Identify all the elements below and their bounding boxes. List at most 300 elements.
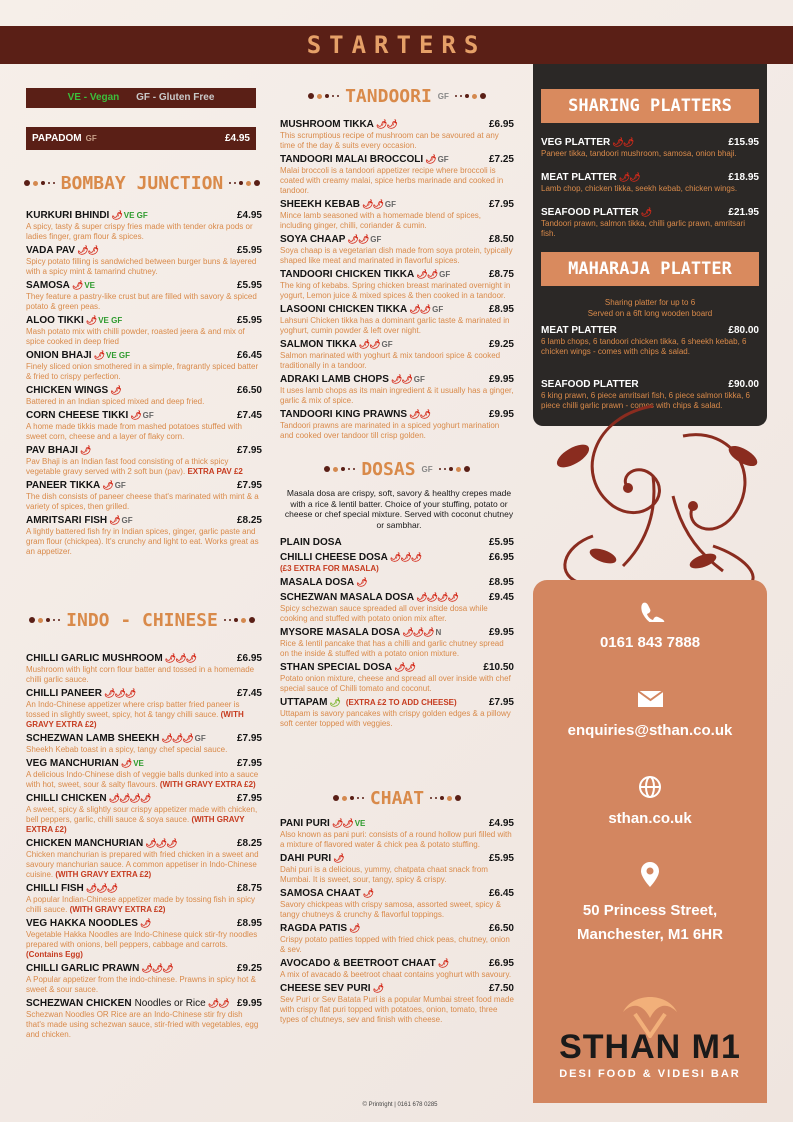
item-description <box>26 930 262 960</box>
item-description <box>280 674 514 694</box>
menu-item <box>280 233 514 266</box>
item-desc-text: Vegetable Hakka Noodles are Indo-Chinese quick stir-fry noodles prepared with onions, bell peppers, cabbage and carrots. <box>26 930 258 949</box>
item-description <box>26 745 262 755</box>
diet-tag: GF <box>121 516 133 525</box>
item-row <box>26 792 262 805</box>
item-name: LASOONI CHICKEN TIKKA <box>280 304 408 315</box>
chili-icon: 🌶 <box>356 577 367 587</box>
email-address[interactable]: enquiries@sthan.co.uk <box>567 722 733 739</box>
item-desc-text: Finely sliced onion smothered in a simple, fragrantly spiced batter & fried to crispy perfection. <box>26 362 259 381</box>
item-description <box>26 292 262 312</box>
item-name: PAV BHAJI <box>26 445 78 456</box>
item-desc-text: Schezwan Noodles OR Rice are an Indo-Chinese stir fry dish that's made using schezwan sauce, stir-fried with vegetables, egg and chicken. <box>26 1010 259 1039</box>
item-desc-text: Rice & lentil pancake that has a chilli and garlic chutney spread on the inside & stuffed with a potato onion mixture. <box>280 639 504 658</box>
menu-item <box>26 409 262 442</box>
chili-icon: 🌶 <box>102 480 113 490</box>
item-name: VADA PAV <box>26 245 76 256</box>
item-price: £5.95 <box>488 853 514 864</box>
item-title <box>280 982 383 995</box>
item-title <box>26 732 206 745</box>
item-title <box>26 882 117 895</box>
item-title <box>541 206 651 219</box>
item-row <box>280 118 514 131</box>
item-row <box>26 757 262 770</box>
item-title <box>280 817 365 830</box>
item-name: CHICKEN WINGS <box>26 385 109 396</box>
item-title <box>26 279 95 292</box>
item-description <box>26 492 262 512</box>
item-price: £8.25 <box>236 515 262 526</box>
item-name: SCHEZWAN CHICKEN <box>26 998 132 1009</box>
item-price: £9.95 <box>488 409 514 420</box>
paisley-ornament <box>533 396 773 586</box>
item-price: £7.95 <box>236 733 262 744</box>
item-row <box>280 408 514 421</box>
item-title <box>280 303 443 316</box>
item-title <box>26 917 150 930</box>
item-title <box>280 661 415 674</box>
menu-item <box>26 479 262 512</box>
item-extra: (EXTRA £2 TO ADD CHEESE) <box>345 698 457 707</box>
menu-item <box>280 338 514 371</box>
ornament-dots-left <box>308 93 339 99</box>
section-title: TANDOORI <box>345 85 432 107</box>
menu-item <box>280 198 514 231</box>
item-title <box>26 349 130 362</box>
menu-item <box>26 514 262 557</box>
ornament-dots-right <box>455 93 486 99</box>
item-name: CHILLI CHEESE DOSA <box>280 552 388 563</box>
item-description <box>26 665 262 685</box>
item-title <box>280 576 367 589</box>
item-price: £8.75 <box>236 883 262 894</box>
ornament-dots-left <box>29 617 60 623</box>
item-price: £6.95 <box>236 653 262 664</box>
menu-item <box>26 349 262 382</box>
item-description <box>280 211 514 231</box>
ornament-dots-left <box>333 795 364 801</box>
menu-item <box>26 652 262 685</box>
item-desc-text: A delicious Indo-Chinese dish of veggie balls dunked into a sauce with hot, sweet, sour & salty flavours. <box>26 770 259 789</box>
item-title <box>541 136 633 149</box>
item-desc-text: 6 king prawn, 6 piece amritsari fish, 6 piece salmon tikka, 6 piece chilli garlic prawn - comes with chips & salad. <box>541 391 750 410</box>
chili-icon: 🌶🌶🌶🌶 <box>108 793 151 803</box>
item-price: £9.25 <box>488 339 514 350</box>
diet-tag: GF <box>381 340 393 349</box>
item-title <box>26 314 122 327</box>
chili-icon: 🌶🌶 <box>394 662 415 672</box>
item-title <box>280 957 448 970</box>
item-row <box>280 591 514 604</box>
item-row <box>26 837 262 850</box>
globe-icon <box>533 775 767 799</box>
chili-icon: 🌶 <box>333 853 344 863</box>
item-name: AVOCADO & BEETROOT CHAAT <box>280 958 436 969</box>
item-row <box>26 479 262 492</box>
logo-name: STHAN M1 <box>559 1028 741 1066</box>
item-name: SCHEZWAN LAMB SHEEKH <box>26 733 160 744</box>
chili-icon: 🌶🌶🌶 <box>402 627 434 637</box>
item-row <box>280 303 514 316</box>
item-name: UTTAPAM <box>280 697 328 708</box>
item-desc-text: Dahi puri is a delicious, yummy, chatpata chaat snack from Mumbai. It is sweet, sour, tangy, spicy & crispy. <box>280 865 488 884</box>
diet-tag: N <box>435 628 442 637</box>
item-desc-text: Soya chaap is a vegetarian dish made from soya protein, typically shaped like meat and marinated in flavorful spices. <box>280 246 513 265</box>
section-heading-chaat <box>280 786 514 810</box>
item-extra: EXTRA PAV £2 <box>187 467 243 476</box>
section-title: CHAAT <box>369 787 425 809</box>
item-description <box>280 281 514 301</box>
item-desc-text: Tandoori prawn, salmon tikka, chilli garlic prawn, amritsari fish. <box>541 219 746 238</box>
ornament-dots-left <box>24 180 55 186</box>
item-price: £7.25 <box>488 154 514 165</box>
item-row <box>280 817 514 830</box>
item-price: £8.95 <box>488 304 514 315</box>
item-desc-text: 6 lamb chops, 6 tandoori chicken tikka, 6 sheekh kebab, 6 chicken wings - comes with chips & salad. <box>541 337 747 356</box>
item-name: MASALA DOSA <box>280 577 355 588</box>
item-name: SEAFOOD PLATTER <box>541 207 639 218</box>
item-row <box>26 409 262 422</box>
item-description <box>280 970 514 980</box>
item-price: £7.95 <box>488 199 514 210</box>
item-title <box>26 757 144 770</box>
item-price: £10.50 <box>483 662 514 673</box>
chili-icon: 🌶🌶🌶 <box>161 733 193 743</box>
menu-item <box>26 837 262 880</box>
diet-tag: GF <box>413 375 425 384</box>
legend-gluten-free: GF - Gluten Free <box>136 92 215 103</box>
item-title <box>280 591 458 604</box>
item-desc-text: Chicken manchurian is prepared with fried chicken in a sweet and savoury manchurian sauce. A common appetiser in Indo-Chinese cuisine. <box>26 850 259 879</box>
diet-tag: GF <box>142 411 154 420</box>
item-row <box>26 244 262 257</box>
menu-item <box>541 171 759 194</box>
item-title <box>26 244 98 257</box>
printer-credit: © Printright | 0161 678 0285 <box>362 1102 438 1108</box>
item-desc-text: A popular Indian-Chinese appetizer made by tossing fish in spicy chilli sauce. <box>26 895 256 914</box>
item-description <box>26 397 262 407</box>
item-title <box>26 479 126 492</box>
papadom-tag: GF <box>85 134 97 143</box>
menu-item <box>280 817 514 850</box>
page-title: STARTERS <box>306 31 487 59</box>
item-row <box>280 153 514 166</box>
phone-number[interactable]: 0161 843 7888 <box>599 634 701 651</box>
diet-tag: VE <box>84 281 96 290</box>
item-row <box>280 268 514 281</box>
item-price: £9.95 <box>488 627 514 638</box>
chili-icon: 🌶 <box>85 315 97 325</box>
item-desc-text: Potato onion mixture, cheese and spread all over inside with chef special sauce of Chilli tomato and coconut. <box>280 674 511 693</box>
item-row <box>280 373 514 386</box>
item-name: CHICKEN MANCHURIAN <box>26 838 144 849</box>
chili-icon: 🌶 <box>362 888 373 898</box>
item-row <box>280 198 514 211</box>
address-line-2: Manchester, M1 6HR <box>577 926 723 943</box>
item-name: SALMON TIKKA <box>280 339 357 350</box>
item-title <box>26 687 135 700</box>
item-description <box>280 316 514 336</box>
item-description <box>541 149 759 159</box>
item-title <box>280 922 359 935</box>
item-row <box>26 279 262 292</box>
sharing-platters-heading: SHARING PLATTERS <box>541 89 759 123</box>
diet-tag: GF <box>439 270 451 279</box>
menu-item <box>26 792 262 835</box>
chili-icon: 🌶🌶 <box>390 374 412 384</box>
item-name: ALOO TIKKI <box>26 315 84 326</box>
item-name: PANI PURI <box>280 818 330 829</box>
item-desc-text: The king of kebabs. Spring chicken breast marinated overnight in yogurt, Lemon juice & mixed spices & then cooked in a tandoor. <box>280 281 511 300</box>
maharaja-sub-2: Served on a 6ft long wooden board <box>587 309 713 318</box>
item-desc-text: A sweet, spicy & slightly sour crispy appetizer made with chicken, bell peppers, garlic, chilli sauce & soya sauce. <box>26 805 258 824</box>
item-desc-text: A Popular appetizer from the indo-chinese. Prawns in spicy hot & sweet & sour sauce. <box>26 975 256 994</box>
item-row <box>280 576 514 589</box>
diet-tag: GF <box>194 734 206 743</box>
dosa-items <box>280 537 514 731</box>
item-extra: (WITH GRAVY EXTRA £2) <box>69 905 166 914</box>
item-name: CHILLI PANEER <box>26 688 102 699</box>
item-description <box>26 422 262 442</box>
item-price: £6.50 <box>488 923 514 934</box>
item-desc-text: This scrumptious recipe of mushroom can be savoured at any time of the day & suits every occasion. <box>280 131 499 150</box>
section-title: DOSAS <box>361 458 416 480</box>
item-price: £8.75 <box>488 269 514 280</box>
legend-vegan: VE - Vegan <box>67 92 120 103</box>
item-description <box>26 222 262 242</box>
item-name: TANDOORI MALAI BROCCOLI <box>280 154 424 165</box>
chili-icon: 🌶🌶 <box>416 269 438 279</box>
chili-icon: 🌶🌶🌶 <box>103 688 136 698</box>
item-name: AMRITSARI FISH <box>26 515 108 526</box>
chili-icon: 🌶 <box>640 207 652 217</box>
item-name: CHILLI CHICKEN <box>26 793 107 804</box>
item-price: £6.95 <box>488 958 514 969</box>
menu-item <box>26 384 262 407</box>
item-desc-text: Sev Puri or Sev Batata Puri is a popular Mumbai street food made with crispy flat puri topped with potatoes, onion, tomato, three types of chutneys, sev and finish with cheese. <box>280 995 514 1024</box>
item-price: £7.95 <box>236 445 262 456</box>
chili-icon: 🌶 <box>425 154 436 164</box>
location-pin-icon <box>533 862 767 888</box>
item-price: £7.95 <box>236 758 262 769</box>
item-title <box>280 626 441 639</box>
item-price: £6.45 <box>236 350 262 361</box>
sharing-items <box>541 136 759 251</box>
chili-icon: 🌶🌶 <box>375 119 397 129</box>
item-row <box>280 338 514 351</box>
section-heading-indo-chinese <box>26 608 258 632</box>
logo-tagline: DESI FOOD & VIDESI BAR <box>559 1068 741 1080</box>
papadom-name: PAPADOM <box>32 133 82 144</box>
item-desc-text: A spicy, tasty & super crispy fries made with tender okra pods or ladies finger, gram flour & spices. <box>26 222 253 241</box>
menu-item <box>280 591 514 624</box>
menu-item <box>280 373 514 406</box>
ornament-dots-right <box>229 180 260 186</box>
item-price: £9.45 <box>488 592 514 603</box>
menu-item <box>26 882 262 915</box>
item-name: CHILLI FISH <box>26 883 84 894</box>
menu-item <box>541 206 759 239</box>
menu-item <box>280 303 514 336</box>
item-extra: (WITH GRAVY EXTRA £2) <box>159 780 256 789</box>
menu-item <box>26 917 262 960</box>
diet-tag: VE <box>133 759 144 768</box>
item-desc-text: A lightly battered fish fry in Indian spices, ginger, garlic paste and gram flour (chickpea). It's crunchy and light to eat. Works great as an appetizer. <box>26 527 259 556</box>
item-title <box>26 209 148 222</box>
item-desc-text: Battered in an Indian spiced mixed and deep fried. <box>26 397 205 406</box>
item-name: KURKURI BHINDI <box>26 210 110 221</box>
menu-item <box>26 757 262 790</box>
item-price: £6.95 <box>488 552 514 563</box>
item-price: £5.95 <box>236 280 262 291</box>
item-name: SEAFOOD PLATTER <box>541 379 639 390</box>
item-title <box>280 153 449 166</box>
chili-icon: 🌶 <box>329 697 340 707</box>
item-title <box>280 338 393 351</box>
item-name: PANEER TIKKA <box>26 480 101 491</box>
item-desc-text: Savory chickpeas with crispy samosa, assorted sweet, spicy & tangy chutneys & crunchy & flavorful toppings. <box>280 900 501 919</box>
menu-item <box>280 153 514 196</box>
address-line-1: 50 Princess Street, <box>582 902 718 919</box>
website-link[interactable]: sthan.co.uk <box>608 810 692 827</box>
item-description <box>280 421 514 441</box>
item-description <box>280 131 514 151</box>
ornament-dots-right <box>439 466 470 472</box>
chili-icon: 🌶🌶 <box>362 199 383 209</box>
item-desc-text: Paneer tikka, tandoori mushroom, samosa, onion bhaji. <box>541 149 737 158</box>
item-desc-text: Mince lamb seasoned with a homemade blend of spices, including ginger, chilli, coriander & cumin. <box>280 211 481 230</box>
item-name: STHAN SPECIAL DOSA <box>280 662 393 673</box>
item-name: SOYA CHAAP <box>280 234 346 245</box>
item-price: £4.95 <box>488 818 514 829</box>
item-name: MYSORE MASALA DOSA <box>280 627 401 638</box>
item-title <box>26 962 173 975</box>
item-price: £7.95 <box>488 697 514 708</box>
dietary-legend <box>26 88 256 108</box>
item-name: TANDOORI CHICKEN TIKKA <box>280 269 415 280</box>
item-description <box>280 865 514 885</box>
item-description <box>26 1010 262 1040</box>
section-title: BOMBAY JUNCTION <box>60 172 224 194</box>
chili-icon: 🌶 <box>79 445 91 455</box>
menu-item <box>280 661 514 694</box>
chili-icon: 🌶🌶 <box>358 339 380 349</box>
item-row <box>280 537 514 549</box>
item-description <box>26 700 262 730</box>
chili-icon: 🌶 <box>71 280 83 290</box>
section-heading-dosas <box>280 457 514 481</box>
menu-item <box>26 444 262 477</box>
chili-icon: 🌶🌶 <box>612 137 634 147</box>
diet-tag: GF <box>370 235 382 244</box>
item-row <box>280 852 514 865</box>
chili-icon: 🌶 <box>111 210 122 220</box>
menu-item <box>26 732 262 755</box>
menu-item <box>26 314 262 347</box>
item-name: CHILLI GARLIC MUSHROOM <box>26 653 163 664</box>
item-name: DAHI PURI <box>280 853 332 864</box>
contact-panel <box>533 580 767 1103</box>
item-row <box>26 917 262 930</box>
diet-tag: VE GF <box>106 351 131 360</box>
item-desc-text: Pav Bhaji is an Indian fast food consisting of a thick spicy vegetable gravy served with 2 soft bun (pav). <box>26 457 229 476</box>
ornament-dots-left <box>324 466 355 472</box>
ornament-dots-right <box>224 617 255 623</box>
item-price: £4.95 <box>236 210 262 221</box>
item-name: RAGDA PATIS <box>280 923 348 934</box>
item-desc-text: An Indo-Chinese appetizer where crisp batter fried paneer is tossed in slightly sweet, spicy, hot & tangy chilli sauce. <box>26 700 240 719</box>
item-title <box>280 408 430 421</box>
section-title: INDO - CHINESE <box>66 609 218 631</box>
chili-icon: 🌶 <box>93 350 104 360</box>
menu-item <box>280 852 514 885</box>
item-title <box>26 997 229 1010</box>
item-name: SAMOSA <box>26 280 70 291</box>
menu-item <box>280 957 514 980</box>
item-price: £8.50 <box>488 234 514 245</box>
item-row <box>541 136 759 149</box>
section-heading-tandoori <box>280 84 514 108</box>
chili-icon: 🌶🌶 <box>347 234 369 244</box>
item-title <box>26 837 177 850</box>
item-extra: (WITH GRAVY EXTRA £2) <box>26 710 244 729</box>
chili-icon: 🌶🌶🌶 <box>164 653 196 663</box>
item-name: CORN CHEESE TIKKI <box>26 410 129 421</box>
item-description <box>26 975 262 995</box>
item-desc-text: Spicy potato filling is sandwiched between burger buns & layered with a spicy mint & tamarind chutney. <box>26 257 257 276</box>
item-desc-text: Mushroom with light corn flour batter and tossed in a homemade chilli garlic sauce. <box>26 665 255 684</box>
item-title <box>26 514 133 527</box>
item-desc-text: Malai broccoli is a tandoori appetizer recipe where broccoli is coated with creamy malai, spice herbs marinade and cooked in tandoor. <box>280 166 504 195</box>
chili-icon: 🌶🌶 <box>331 818 353 828</box>
item-row <box>26 349 262 362</box>
item-name: SHEEKH KEBAB <box>280 199 361 210</box>
item-row <box>26 997 262 1010</box>
item-name: ADRAKI LAMB CHOPS <box>280 374 389 385</box>
item-price: £8.25 <box>236 838 262 849</box>
chili-icon: 🌶🌶🌶 <box>389 552 422 562</box>
diet-tag: VE <box>354 819 366 828</box>
chili-icon: 🌶🌶🌶 <box>85 883 118 893</box>
diet-tag: VE GF <box>123 211 148 220</box>
chili-icon: 🌶 <box>437 958 449 968</box>
item-desc-text: It uses lamb chops as its main ingredient & it usually has a ginger, garlic & mix of spice. <box>280 386 514 405</box>
item-description <box>280 246 514 266</box>
chili-icon: 🌶🌶 <box>77 245 98 255</box>
menu-item <box>280 922 514 955</box>
section-tag: GF <box>421 464 433 474</box>
indo-chinese-items <box>26 652 262 1042</box>
item-name: MUSHROOM TIKKA <box>280 119 374 130</box>
item-desc-text: Spicy schezwan sauce spreaded all over inside dosa while cooking and stuffed with potato onion mix after. <box>280 604 488 623</box>
item-title <box>26 409 154 422</box>
chili-icon: 🌶 <box>139 918 151 928</box>
item-desc-text: Tandoori prawns are marinated in a spiced yoghurt marination and cooked over tandoor till crisp golden. <box>280 421 500 440</box>
item-description <box>26 362 262 382</box>
section-tag: GF <box>437 91 449 101</box>
menu-item <box>26 209 262 242</box>
item-title <box>280 852 344 865</box>
item-description <box>26 805 262 835</box>
item-description <box>280 604 514 624</box>
item-extra: (Contains Egg) <box>26 950 83 959</box>
item-row <box>541 171 759 184</box>
chili-icon: 🌶🌶 <box>618 172 640 182</box>
dosas-intro: Masala dosa are crispy, soft, savory & healthy crepes made with a rice & lentil batter. Choice of your stuffing, potato or cheese or chef special mixture. Served with coconut chutney or sambhar. <box>284 488 514 530</box>
item-note: (£3 EXTRA FOR MASALA) <box>280 564 379 573</box>
item-row <box>26 687 262 700</box>
item-row <box>280 887 514 900</box>
